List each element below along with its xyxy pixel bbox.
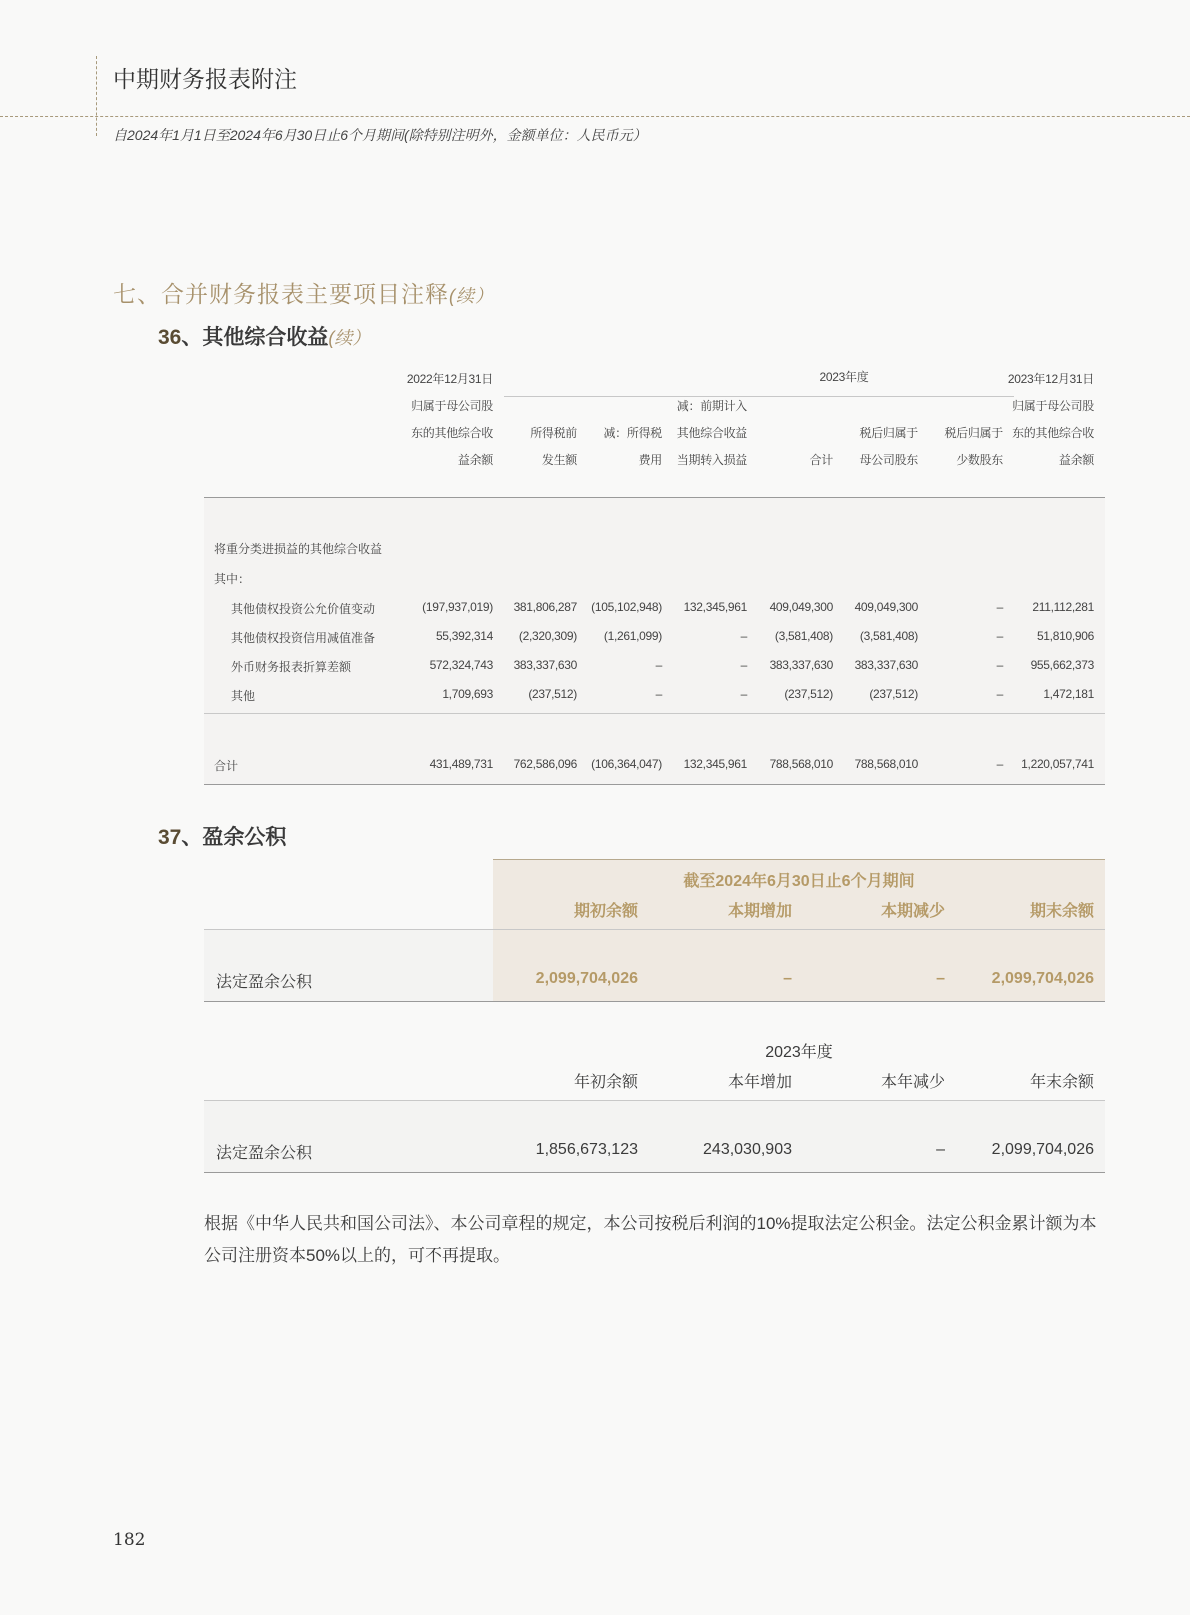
note36-cell-col-2: – — [655, 658, 662, 672]
note37-p2-header-rule — [204, 1100, 1105, 1101]
note36-row-label: 其他债权投资信用减值准备 — [231, 631, 376, 645]
note37-p1-header-rule — [204, 929, 1105, 930]
note36-table-row — [204, 687, 1105, 709]
note36-col-0-header-line-0: 2022年12月31日 — [406, 372, 493, 386]
note36-group-row — [204, 540, 1105, 562]
note36-cell-col-3: – — [740, 629, 747, 643]
note36-table-row — [204, 629, 1105, 651]
page-header-subtitle: 自2024年1月1日至2024年6月30日止6个月期间(除特别注明外，金额单位：人民币元） — [113, 127, 647, 143]
note36-cell-col-5: (3,581,408) — [859, 629, 918, 643]
note36-cell-col-7: 51,810,906 — [1036, 629, 1094, 643]
note36-col-6-header-line-3: 少数股东 — [956, 453, 1003, 467]
note36-group-label: 将重分类进损益的其他综合收益 — [214, 542, 383, 556]
note36-cell-col-1: (2,320,309) — [518, 629, 577, 643]
note36-cell-col-6: – — [996, 600, 1003, 614]
note36-ofwhich-label: 其中： — [214, 572, 251, 586]
note37-period1-header: 截至2024年6月30日止6个月期间 — [683, 873, 915, 890]
note37-p2-opening-value: 1,856,673,123 — [535, 1141, 638, 1158]
note37-p1-col-closing: 期末余额 — [1029, 903, 1094, 920]
note36-row-label: 其他 — [231, 689, 256, 703]
note36-cell-col-3: – — [740, 687, 747, 701]
note36-cell-col-6: – — [996, 757, 1003, 771]
note36-cell-col-0: 572,324,743 — [429, 658, 493, 672]
note36-row-label: 合计 — [214, 759, 239, 773]
note37-p2-bottom-rule — [204, 1172, 1105, 1173]
note36-cell-col-6: – — [996, 687, 1003, 701]
note36-table-row — [204, 600, 1105, 622]
note37-p2-closing-value: 2,099,704,026 — [991, 1141, 1094, 1158]
note36-col-7-header-line-1: 归属于母公司股 — [1012, 399, 1094, 413]
note36-cell-col-4: (237,512) — [784, 687, 833, 701]
note36-col-7-header-line-0: 2023年12月31日 — [1007, 372, 1094, 386]
note36-cell-col-2: – — [655, 687, 662, 701]
note36-col-0-header-line-3: 益余额 — [457, 453, 493, 467]
note36-cell-col-6: – — [996, 629, 1003, 643]
note37-table-period2 — [204, 1030, 1105, 1175]
note37-p1-increase-value: – — [783, 970, 792, 987]
note37-table-period1 — [204, 859, 1105, 1004]
note36-col-4-header-line-3: 合计 — [809, 453, 833, 467]
note37-p1-row-label: 法定盈余公积 — [216, 974, 313, 991]
note37-p2-col-closing: 年末余额 — [1029, 1074, 1094, 1091]
note36-cell-col-3: 132,345,961 — [683, 757, 747, 771]
note36-col-3-header-line-1: 减：前期计入 — [676, 399, 747, 413]
note36-cell-col-5: (237,512) — [869, 687, 918, 701]
section-title-text: 七、合并财务报表主要项目注释 — [113, 281, 449, 307]
note36-cell-col-7: 211,112,281 — [1032, 600, 1094, 614]
note37-p1-closing-value: 2,099,704,026 — [991, 970, 1094, 987]
note37-p1-bottom-rule — [204, 1001, 1105, 1002]
note36-cell-col-1: 383,337,630 — [513, 658, 577, 672]
note36-row-label: 外币财务报表折算差额 — [231, 660, 352, 674]
note36-col-7-header-line-2: 东的其他综合收 — [1012, 426, 1094, 440]
note37-p2-col-increase: 本年增加 — [727, 1074, 792, 1091]
note36-cell-col-6: – — [996, 658, 1003, 672]
note36-header-rule — [204, 497, 1105, 498]
note37-title — [158, 821, 286, 851]
note37-title-text: 、盈余公积 — [181, 826, 287, 849]
note36-period-underline — [504, 396, 1014, 397]
note37-p2-col-decrease: 本年减少 — [880, 1074, 945, 1091]
note36-title-text: 、其他综合收益 — [181, 326, 329, 349]
note37-p1-col-opening: 期初余额 — [573, 903, 638, 920]
note36-cell-col-0: 1,709,693 — [442, 687, 493, 701]
note36-cell-col-5: 409,049,300 — [854, 600, 918, 614]
note36-cell-col-5: 788,568,010 — [854, 757, 918, 771]
note36-col-7-header-line-3: 益余额 — [1058, 453, 1094, 467]
note36-cell-col-2: (106,364,047) — [591, 757, 662, 771]
section-title — [113, 276, 494, 309]
note36-col-6-header-line-2: 税后归属于 — [944, 426, 1003, 440]
note36-table-row — [204, 658, 1105, 680]
note36-cell-col-0: 55,392,314 — [435, 629, 493, 643]
note36-col-0-header-line-1: 归属于母公司股 — [411, 399, 493, 413]
note36-cell-col-5: 383,337,630 — [854, 658, 918, 672]
note36-cell-col-2: (1,261,099) — [603, 629, 662, 643]
note36-cell-col-0: (197,937,019) — [422, 600, 493, 614]
note36-col-0-header-line-2: 东的其他综合收 — [411, 426, 493, 440]
note37-p1-col-decrease: 本期减少 — [880, 903, 945, 920]
note36-cell-col-4: 409,049,300 — [769, 600, 833, 614]
note36-cell-col-7: 1,472,181 — [1043, 687, 1094, 701]
note36-subtotal-rule — [204, 713, 1105, 714]
header-horizontal-divider — [0, 116, 1190, 117]
header-vertical-divider — [96, 56, 97, 136]
note36-cell-col-4: (3,581,408) — [774, 629, 833, 643]
note36-cell-col-3: 132,345,961 — [683, 600, 747, 614]
note37-paragraph: 根据《中华人民共和国公司法》、本公司章程的规定，本公司按税后利润的10%提取法定公积金。法定公积金累计额为本公司注册资本50%以上的，可不再提取。 — [204, 1214, 1097, 1265]
note37-p1-opening-value: 2,099,704,026 — [535, 970, 638, 987]
note36-total-row — [204, 757, 1105, 779]
note36-cell-col-3: – — [740, 658, 747, 672]
note36-cell-col-2: (105,102,948) — [591, 600, 662, 614]
note36-col-3-header-line-3: 当期转入损益 — [676, 453, 747, 467]
note37-number: 37 — [158, 826, 182, 849]
note36-col-2-header-line-2: 减：所得税 — [603, 426, 662, 440]
note36-col-2-header-line-3: 费用 — [638, 453, 662, 467]
note36-cont-note: (续） — [328, 328, 371, 348]
page-header-title: 中期财务报表附注 — [113, 67, 297, 93]
note36-col-5-header-line-3: 母公司股东 — [859, 453, 918, 467]
note36-row-label: 其他债权投资公允价值变动 — [231, 602, 376, 616]
note36-cell-col-1: (237,512) — [528, 687, 577, 701]
note36-cell-col-1: 381,806,287 — [513, 600, 577, 614]
note36-col-5-header-line-2: 税后归属于 — [859, 426, 918, 440]
note37-p1-decrease-value: – — [936, 970, 945, 987]
note37-p2-increase-value: 243,030,903 — [703, 1141, 792, 1158]
note36-bottom-rule — [204, 784, 1105, 785]
note36-cell-col-1: 762,586,096 — [513, 757, 577, 771]
note36-cell-col-0: 431,489,731 — [429, 757, 493, 771]
note37-p2-col-opening: 年初余额 — [573, 1074, 638, 1091]
note36-col-1-header-line-3: 发生额 — [541, 453, 577, 467]
note36-cell-col-4: 788,568,010 — [769, 757, 833, 771]
note36-number: 36 — [158, 326, 182, 349]
note37-period2-header: 2023年度 — [765, 1044, 833, 1061]
note37-p1-col-increase: 本期增加 — [727, 903, 792, 920]
note36-col-1-header-line-2: 所得税前 — [530, 426, 577, 440]
note36-cell-col-7: 955,662,373 — [1030, 658, 1094, 672]
page-number: 182 — [113, 1530, 146, 1550]
note36-period-header: 2023年度 — [819, 370, 869, 384]
note36-cell-col-7: 1,220,057,741 — [1021, 757, 1094, 771]
section-cont-note: (续） — [449, 286, 494, 306]
note37-p2-row-label: 法定盈余公积 — [216, 1145, 313, 1162]
note36-col-3-header-line-2: 其他综合收益 — [676, 426, 747, 440]
note36-ofwhich-row — [204, 570, 1105, 592]
note36-title — [158, 321, 370, 351]
note37-p2-decrease-value: – — [936, 1141, 945, 1158]
note36-cell-col-4: 383,337,630 — [769, 658, 833, 672]
